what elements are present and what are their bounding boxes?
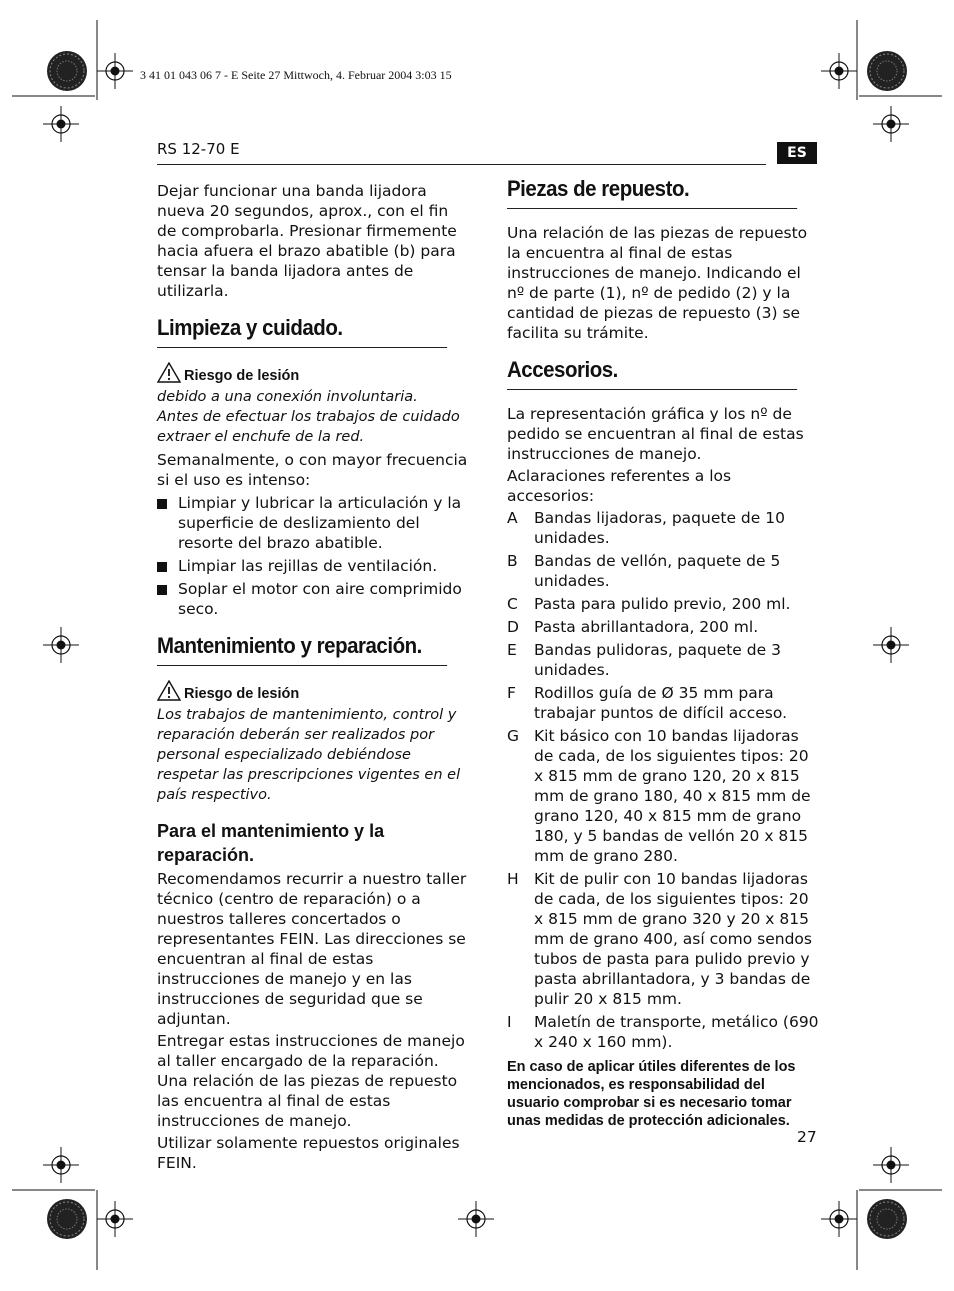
maintenance-warning [157,680,469,705]
page-header [157,140,766,165]
maintenance-title: Mantenimiento y reparación. [157,633,447,666]
list-item: A Bandas lijadoras, paquete de 10 unidades. [507,509,785,547]
print-slug: 3 41 01 043 06 7 - E Seite 27 Mittwoch, 4. Februar 2004 3:03 15 [140,68,452,82]
accessories-text: La representación gráfica y los nº de pedido se encuentran al final de estas instrucciones de manejo. [507,405,804,463]
warning-icon [157,680,181,701]
warning-text: debido a una conexión involuntaria. [157,389,418,405]
safety-note: En caso de aplicar útiles diferentes de los mencionados, es responsabilidad del usuario comprobar si es necesario tomar unas medidas de protección adicionales. [507,1059,796,1129]
list-item: Soplar el motor con aire comprimido seco. [157,579,469,619]
repair-text: Entregar estas instrucciones de manejo al taller encargado de la reparación. Una relación de las piezas de repuesto las encuentra al final de estas instrucciones de manejo. [157,1032,465,1130]
list-item: F Rodillos guía de Ø 35 mm para trabajar puntos de difícil acceso. [507,684,788,722]
list-item: B Bandas de vellón, paquete de 5 unidades. [507,552,781,590]
intro-text: Dejar funcionar una banda lijadora nueva 20 segundos, aprox., con el fin de comprobarla. Presionar firmemente hacia afuera el brazo abatible (b) para tensar la banda lijadora antes de utilizarla. [157,182,457,300]
warning-icon [157,362,181,383]
accessories-title: Accesorios. [507,357,797,390]
repair-text: Utilizar solamente repuestos originales FEIN. [157,1134,460,1172]
page-number: 27 [797,1128,817,1146]
cleaning-list [157,493,469,619]
warning-text: Los trabajos de mantenimiento, control y reparación deberán ser realizados por personal especializado debiéndose respetar las prescripciones vigentes en el país respectivo. [157,707,461,803]
list-item: Limpiar las rejillas de ventilación. [157,556,469,576]
list-item: C Pasta para pulido previo, 200 ml. [507,595,791,613]
list-item: Limpiar y lubricar la articulación y la superficie de deslizamiento del resorte del brazo abatible. [157,493,469,553]
cleaning-warning [157,362,469,387]
repair-text: Recomendamos recurrir a nuestro taller técnico (centro de reparación) o a nuestros talleres concertados o representantes FEIN. Las direcciones se encuentran al final de estas instrucciones de manejo y en las instrucciones de seguridad que se adjuntan. [157,870,467,1028]
repair-subtitle: Para el mantenimiento y la reparación. [157,821,385,865]
spare-parts-text: Una relación de las piezas de repuesto la encuentra al final de estas instrucciones de manejo. Indicando el nº de parte (1), nº de pedido (2) y la cantidad de piezas de repuesto (3) se facilita su trámite. [507,224,808,342]
list-item: E Bandas pulidoras, paquete de 3 unidades. [507,641,781,679]
list-item: G Kit básico con 10 bandas lijadoras de cada, de los siguientes tipos: 20 x 815 mm de grano 120, 20 x 815 mm de grano 180, 40 x 815 mm de grano 120, 40 x 815 mm de grano 180, y 5 bandas de vellón 20 x 815 mm de grano 280. [507,727,811,865]
warning-label: Riesgo de lesión [184,368,300,384]
list-item: H Kit de pulir con 10 bandas lijadoras de cada, de los siguientes tipos: 20 x 815 mm de grano 320 y 20 x 815 mm de grano 400, así como sendos tubos de pasta para pulido previo y pasta abrillantadora, y 3 bandas de pulir 20 x 815 mm. [507,870,812,1008]
left-column [157,181,469,1175]
spare-parts-title: Piezas de repuesto. [507,176,797,209]
right-column [507,176,819,1130]
cleaning-text: Semanalmente, o con mayor frecuencia si el uso es intenso: [157,451,468,489]
language-badge: ES [777,142,817,164]
model-name: RS 12-70 E [157,140,240,158]
accessories-list [507,508,819,1052]
warning-label: Riesgo de lesión [184,686,300,702]
cleaning-title: Limpieza y cuidado. [157,315,447,348]
list-item: D Pasta abrillantadora, 200 ml. [507,618,759,636]
list-item: I Maletín de transporte, metálico (690 x 240 x 160 mm). [507,1013,819,1051]
accessories-text: Aclaraciones referentes a los accesorios: [507,467,732,505]
warning-text: Antes de efectuar los trabajos de cuidado extraer el enchufe de la red. [157,409,460,445]
